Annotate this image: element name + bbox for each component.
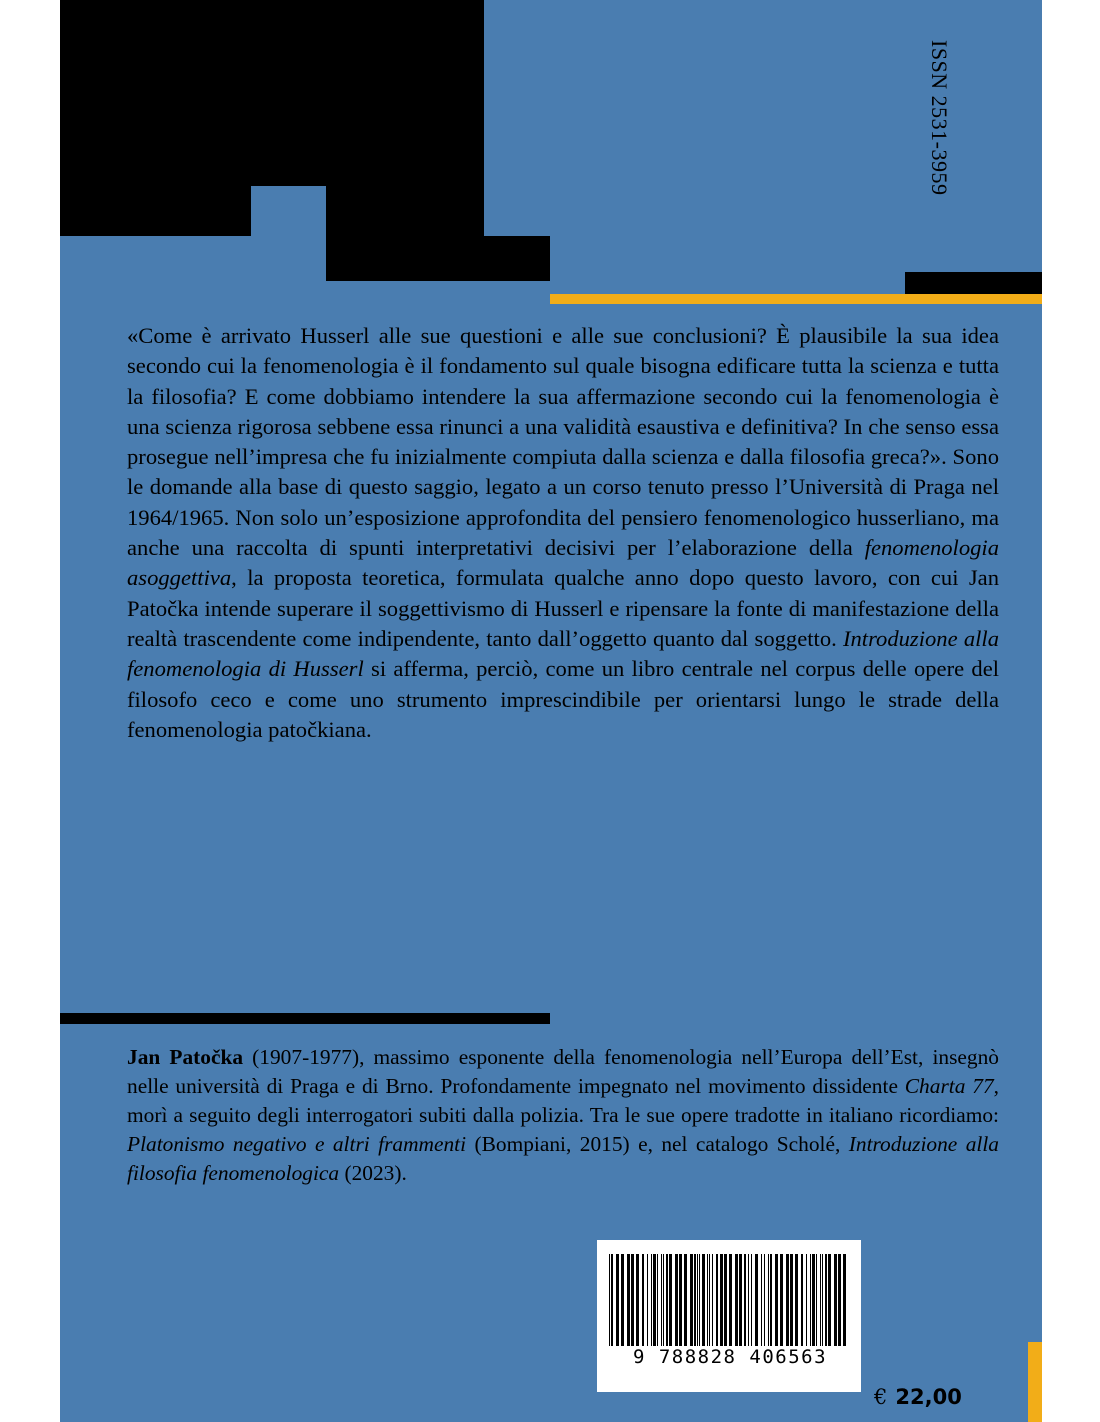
barcode-bar: [716, 1254, 718, 1346]
barcode-bar: [647, 1254, 648, 1346]
blurb-segment: «Come è arrivato Husserl alle sue questioni e alle sue conclusioni? È plausibile la sua idea secondo cui la fenomenologia è il fondamento sul quale bisogna edificare tutta la scienza e tutta la filosofia? E come dobbiamo intendere la sua affermazione secondo cui la fenomenologia è una scienza rigorosa sebbene essa rinunci a una validità esaustiva e definitiva? In che senso essa prosegue nell’impresa che fu inizialmente compiuta dalla scienza e dalla filosofia greca?». Sono le domande alla base di questo saggio, legato a un corso tenuto presso l’Università di Praga nel 1964/1965. Non solo un’esposizione approfondita del pensiero fenomenologico husserliano, ma anche una raccolta di spunti interpretativi decisivi per l’elaborazione della: [127, 323, 999, 561]
barcode-bar: [697, 1254, 698, 1346]
barcode-bar: [801, 1254, 803, 1346]
barcode-bar: [825, 1254, 827, 1346]
barcode-bar: [816, 1254, 817, 1346]
barcode-bar: [663, 1254, 664, 1346]
barcode-bar: [690, 1254, 693, 1346]
price-amount: 22,00: [895, 1385, 962, 1409]
barcode-bar: [748, 1254, 749, 1346]
barcode-bar: [621, 1254, 624, 1346]
bio-segment: Charta 77: [904, 1074, 994, 1098]
price: [874, 1385, 962, 1409]
decorative-block: [326, 236, 550, 281]
bio-segment: (Bompiani, 2015) e, nel catalogo Scholé,: [466, 1132, 849, 1156]
barcode-bar: [694, 1254, 696, 1346]
barcode-bar: [820, 1254, 821, 1346]
barcode-bar: [755, 1254, 758, 1346]
barcode-bar: [684, 1254, 687, 1346]
barcode-bar: [642, 1254, 644, 1346]
barcode-bars: [609, 1254, 849, 1346]
blurb-segment: si afferma, perciò, come un libro centrale nel corpus delle opere del filosofo ceco e come uno strumento imprescindibile per orientarsi lungo le strade della fenomenologia patočkiana.: [127, 656, 1000, 742]
decorative-block: [60, 186, 251, 236]
barcode-bar: [720, 1254, 723, 1346]
barcode-bar: [712, 1254, 713, 1346]
barcode-bar: [675, 1254, 678, 1346]
barcode-bar: [843, 1254, 846, 1346]
barcode-bar: [770, 1254, 772, 1346]
barcode-bar: [764, 1254, 765, 1346]
barcode-bar: [786, 1254, 789, 1346]
decorative-block: [60, 0, 484, 186]
barcode-bar: [609, 1254, 610, 1346]
barcode-bar: [702, 1254, 705, 1346]
bio-segment: Introduzione alla filosofia fenomenologica: [127, 1132, 999, 1185]
barcode-bar: [739, 1254, 742, 1346]
barcode-bar: [744, 1254, 746, 1346]
decorative-block: [326, 186, 484, 236]
barcode-bar: [838, 1254, 841, 1346]
barcode-bar: [768, 1254, 769, 1346]
book-back-cover: [60, 0, 1042, 1422]
barcode-bar: [729, 1254, 732, 1346]
barcode-bar: [666, 1254, 668, 1346]
blurb-text: [127, 321, 999, 745]
bio-segment: (1907-1977), massimo esponente della fenomenologia nell’Europa dell’Est, insegnò nelle università di Praga e di Brno. Profondamente impegnato nel movimento dissidente: [127, 1045, 999, 1098]
barcode-bar: [751, 1254, 752, 1346]
barcode-bar: [828, 1254, 831, 1346]
currency-symbol: €: [874, 1385, 888, 1409]
barcode-bar: [707, 1254, 708, 1346]
blurb-segment: fenomenologia asoggettiva: [127, 535, 999, 591]
bio-segment: Platonismo negativo e altri frammenti: [127, 1132, 467, 1156]
blurb-segment: Introduzione alla fenomenologia di Husserl: [127, 625, 999, 682]
accent-bar: [1028, 1342, 1042, 1422]
barcode-bar: [653, 1254, 656, 1346]
barcode-bar: [806, 1254, 807, 1346]
barcode-bar: [780, 1254, 783, 1346]
barcode-bar: [651, 1254, 652, 1346]
barcode-bar: [822, 1254, 823, 1346]
barcode-bar: [761, 1254, 762, 1346]
accent-bar: [550, 294, 1042, 304]
barcode-bar: [611, 1254, 613, 1346]
barcode-bar: [790, 1254, 793, 1346]
barcode-bar: [699, 1254, 700, 1346]
divider-bar: [60, 1013, 550, 1024]
barcode-bar: [616, 1254, 619, 1346]
issn-label: ISSN 2531-3959: [927, 40, 952, 196]
blurb-segment: , la proposta teoretica, formulata qualche anno dopo questo lavoro, con cui Jan Patočka intende superare il soggettivismo di Husserl e ripensare la fonte di manifestazione della realtà trascendente come indipendente, tanto dall’oggetto quanto dal soggetto.: [127, 565, 999, 651]
barcode: [597, 1240, 861, 1392]
barcode-bar: [812, 1254, 815, 1346]
barcode-bar: [661, 1254, 662, 1346]
barcode-bar: [775, 1254, 778, 1346]
barcode-number: 9 788828 406563: [632, 1346, 828, 1368]
bio-segment: , morì a seguito degli interrogatori subiti dalla polizia. Tra le sue opere tradotte in italiano ricordiamo:: [127, 1074, 999, 1127]
barcode-bar: [657, 1254, 658, 1346]
barcode-bar: [795, 1254, 798, 1346]
author-bio: [127, 1043, 999, 1188]
barcode-bar: [636, 1254, 639, 1346]
barcode-bar: [709, 1254, 710, 1346]
bio-segment: (2023).: [339, 1161, 407, 1185]
barcode-bar: [631, 1254, 634, 1346]
barcode-bar: [679, 1254, 682, 1346]
barcode-bar: [724, 1254, 727, 1346]
barcode-bar: [834, 1254, 837, 1346]
barcode-bar: [669, 1254, 672, 1346]
barcode-bar: [810, 1254, 811, 1346]
barcode-bar: [735, 1254, 738, 1346]
bio-segment: Jan Patočka: [127, 1045, 244, 1069]
barcode-bar: [627, 1254, 630, 1346]
